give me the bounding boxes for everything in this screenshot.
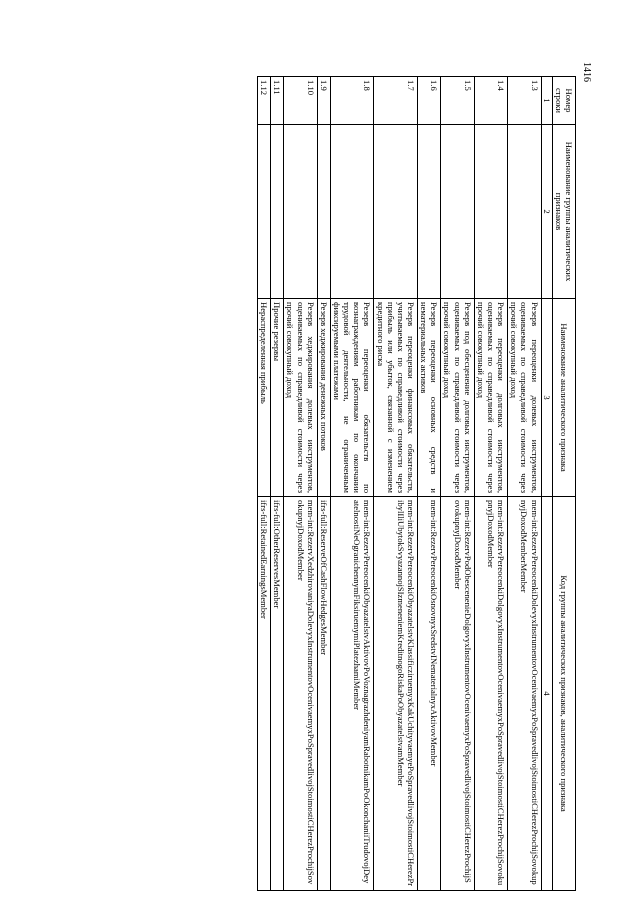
row-group-name bbox=[374, 125, 418, 299]
header-feature-name: Наименование аналитического признака bbox=[552, 299, 575, 497]
header-row-number: Номер строки bbox=[552, 77, 575, 125]
analytics-table bbox=[257, 76, 576, 891]
row-feature-name: Прочие резервы bbox=[271, 299, 284, 497]
row-feature-name: Резерв под обесценение долговых инструментов, оцениваемых по справедливой стоимости через прочий совокупный доход bbox=[441, 299, 474, 497]
page-number: 1416 bbox=[581, 62, 592, 82]
row-feature-name: Резерв хеджирования денежных потоков bbox=[317, 299, 330, 497]
table-row bbox=[271, 77, 284, 891]
header-row bbox=[552, 77, 575, 891]
row-code: mem-int:RezervPereocenkiDolgovyxInstrumentovOcenivaemyxPoSpravedlivojStoimostiCHerezProchijSovokupnyjDoxodMember bbox=[474, 497, 507, 891]
table-row bbox=[474, 77, 507, 891]
row-number: 1.12 bbox=[258, 77, 271, 125]
row-feature-name: Резерв переоценки основных средств и нематериальных активов bbox=[418, 299, 441, 497]
row-group-name bbox=[317, 125, 330, 299]
row-group-name bbox=[258, 125, 271, 299]
row-group-name bbox=[330, 125, 374, 299]
row-number: 1.11 bbox=[271, 77, 284, 125]
row-group-name bbox=[474, 125, 507, 299]
row-code: ifrs-full:RetainedEarningsMember bbox=[258, 497, 271, 891]
row-group-name bbox=[418, 125, 441, 299]
table-row bbox=[508, 77, 541, 891]
header-code: Код группы аналитических признаков, аналитического признака bbox=[552, 497, 575, 891]
row-code: mem-int:RezervPereocenkiOsnovnyxSredstvINematerialnyxAktivovMember bbox=[418, 497, 441, 891]
row-code: mem-int:RezervPereocenkiDolevyxInstrumentovOcenivaemyxPoSpravedlivojStoimostiCHerezProchijSovokupnyjDoxodMemberMember bbox=[508, 497, 541, 891]
row-code: mem-int:RezervPereocenkiObyazatelstvKlassificziruemyxKakUchityvaemyePoSpravedlivojStoimostiCHerezPribylIliUbytokSvyazannojSIzmeneniemKreditnogoRiskaPoObyazatelstvamMember bbox=[374, 497, 418, 891]
row-feature-name: Нераспределенная прибыль bbox=[258, 299, 271, 497]
row-code: mem-int:RezervPodObesceneniеDolgovyxInstrumentovOcenivaemyxPoSpravedlivojStoimostiCHerezProchijSovokupnyjDoxodMember bbox=[441, 497, 474, 891]
table-row bbox=[284, 77, 317, 891]
row-code: mem-int:RezervXedzhirovaniyaDolevyxInstrumentovOcenivaemyxPoSpravedlivojStoimostiCHerezProchijSovokupnyjDoxodMember bbox=[284, 497, 317, 891]
table-row bbox=[317, 77, 330, 891]
row-number: 1.3 bbox=[508, 77, 541, 125]
row-number: 1.5 bbox=[441, 77, 474, 125]
row-code: ifrs-full:ReserveOfCashFlowHedgesMember bbox=[317, 497, 330, 891]
column-number-row bbox=[541, 77, 552, 891]
table-row bbox=[330, 77, 374, 891]
row-group-name bbox=[271, 125, 284, 299]
row-group-name bbox=[508, 125, 541, 299]
row-group-name bbox=[284, 125, 317, 299]
table-row bbox=[441, 77, 474, 891]
header-group-name: Наименование группы аналитических признаков bbox=[552, 125, 575, 299]
row-number: 1.7 bbox=[374, 77, 418, 125]
table-row bbox=[374, 77, 418, 891]
row-number: 1.9 bbox=[317, 77, 330, 125]
row-number: 1.6 bbox=[418, 77, 441, 125]
column-number: 4 bbox=[541, 497, 552, 891]
table-row bbox=[418, 77, 441, 891]
row-group-name bbox=[441, 125, 474, 299]
row-code: ifrs-full:OtherReservesMember bbox=[271, 497, 284, 891]
row-feature-name: Резерв переоценки обязательств по вознаграждениям работникам по окончании трудовой деятельности, не ограниченным фиксируемыми платежами bbox=[330, 299, 374, 497]
row-feature-name: Резерв переоценки долговых инструментов, оцениваемых по справедливой стоимости через прочий совокупный доход bbox=[474, 299, 507, 497]
column-number: 3 bbox=[541, 299, 552, 497]
column-number: 1 bbox=[541, 77, 552, 125]
table-row bbox=[258, 77, 271, 891]
row-number: 1.4 bbox=[474, 77, 507, 125]
row-number: 1.10 bbox=[284, 77, 317, 125]
row-feature-name: Резерв переоценки финансовых обязательств, учитываемых по справедливой стоимости через прибыль или убыток, связанной с изменением кредитного риска bbox=[374, 299, 418, 497]
rotated-table-wrapper bbox=[90, 76, 576, 890]
column-number: 2 bbox=[541, 125, 552, 299]
row-feature-name: Резерв хеджирования долевых инструментов, оцениваемых по справедливой стоимости через прочий совокупный доход bbox=[284, 299, 317, 497]
row-feature-name: Резерв переоценки долевых инструментов, оцениваемых по справедливой стоимости через прочий совокупный доход bbox=[508, 299, 541, 497]
row-code: mem-int:RezervPereocenkiObyazatelstvAktivovPoVoznagrazhdeniyamRabotnikamPoOkonchaniiTrudovojDeyatelnostiNeOgranichennymFiksiruemymiPlatezhamiMember bbox=[330, 497, 374, 891]
row-number: 1.8 bbox=[330, 77, 374, 125]
